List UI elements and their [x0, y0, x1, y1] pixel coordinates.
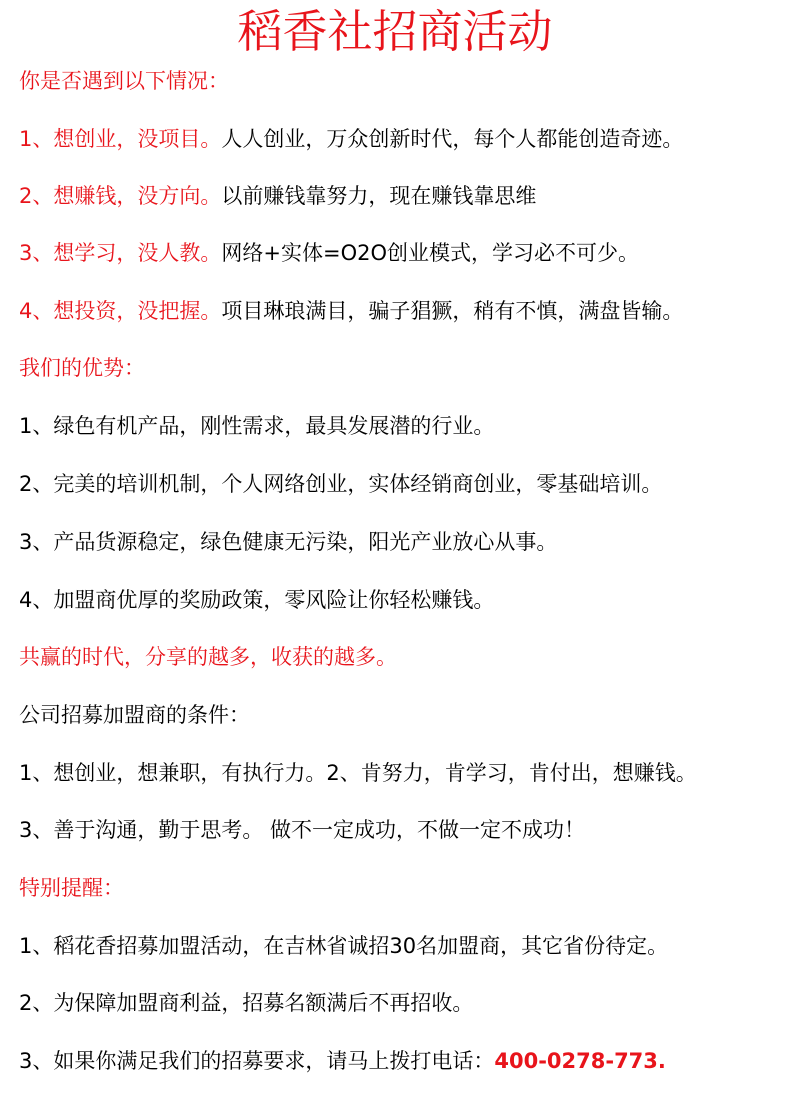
section-heading-conditions: 公司招募加盟商的条件： [19, 703, 250, 727]
condition-item-1: 1、想创业，想兼职，有执行力。2、肯努力，肯学习，肯付出，想赚钱。 [19, 761, 697, 785]
situation-text: 项目琳琅满目，骗子猖獗，稍有不慎，满盘皆输。 [221, 299, 684, 323]
reminder-item-1: 1、稻花香招募加盟活动，在吉林省诚招30名加盟商，其它省份待定。 [19, 934, 669, 958]
situation-lead: 3、想学习，没人教。 [19, 241, 222, 265]
page-title: 稻香社招商活动 [237, 5, 553, 58]
phone-number: 400-0278-773. [494, 1049, 666, 1073]
advantage-item-1: 1、绿色有机产品，刚性需求，最具发展潜的行业。 [19, 414, 495, 438]
section-heading-reminder: 特别提醒： [19, 876, 124, 900]
situation-lead: 1、想创业，没项目。 [19, 127, 222, 151]
situation-lead: 4、想投资，没把握。 [19, 299, 222, 323]
reminder-item-3 [19, 1046, 785, 1076]
section-heading-advantages: 我们的优势： [19, 356, 145, 380]
section-heading-situations: 你是否遇到以下情况： [19, 69, 229, 93]
condition-item-2: 3、善于沟通，勤于思考。 做不一定成功，不做一定不成功！ [19, 818, 586, 842]
situation-item-4 [19, 296, 785, 326]
reminder-item-2: 2、为保障加盟商利益，招募名额满后不再招收。 [19, 991, 474, 1015]
advantage-item-3: 3、产品货源稳定，绿色健康无污染，阳光产业放心从事。 [19, 530, 558, 554]
reminder-text: 3、如果你满足我们的招募要求，请马上拨打电话： [19, 1049, 495, 1073]
situation-item-1 [19, 124, 785, 154]
situation-text: 网络+实体=O2O创业模式，学习必不可少。 [221, 241, 639, 265]
advantage-item-4: 4、加盟商优厚的奖励政策，零风险让你轻松赚钱。 [19, 588, 495, 612]
situation-text: 人人创业，万众创新时代，每个人都能创造奇迹。 [221, 127, 684, 151]
slogan: 共赢的时代，分享的越多，收获的越多。 [19, 645, 397, 669]
situation-item-3 [19, 238, 785, 268]
situation-lead: 2、想赚钱，没方向。 [19, 184, 222, 208]
advantage-item-2: 2、完美的培训机制，个人网络创业，实体经销商创业，零基础培训。 [19, 472, 663, 496]
situation-text: 以前赚钱靠努力，现在赚钱靠思维 [221, 184, 537, 208]
situation-item-2 [19, 181, 785, 211]
